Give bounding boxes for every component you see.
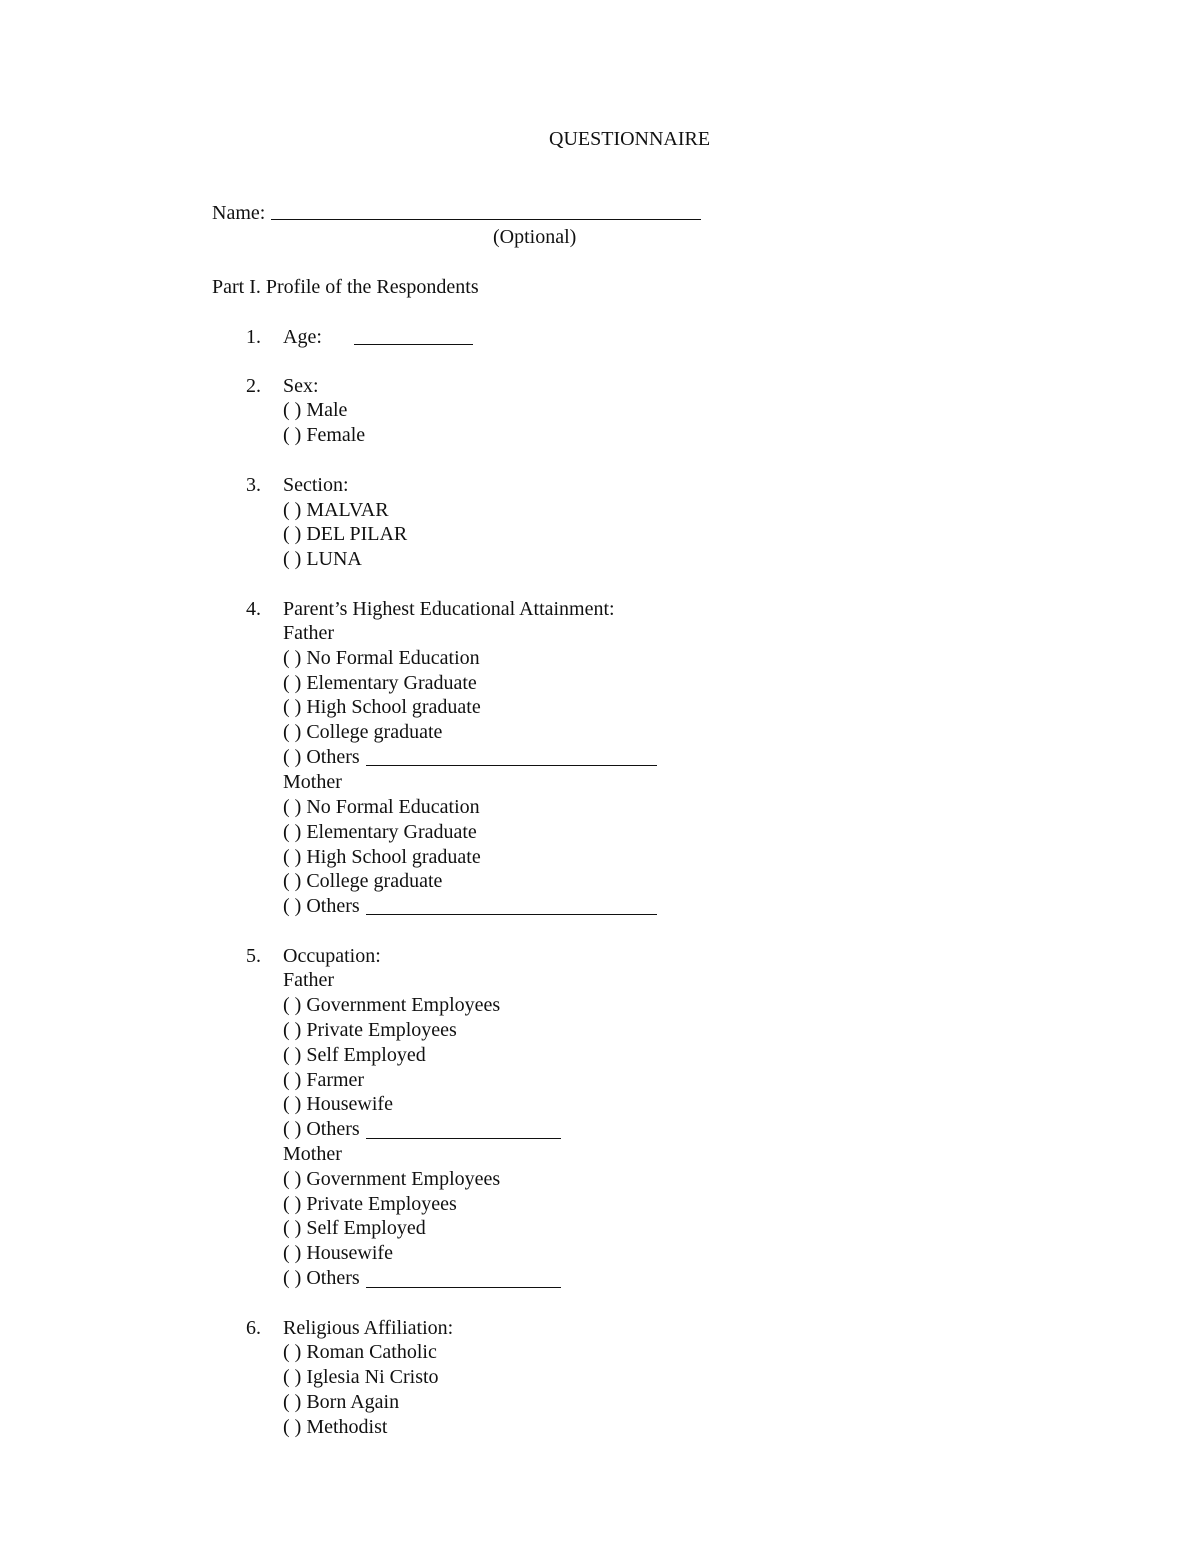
q4-mother-label: Mother — [283, 771, 342, 793]
edu-father-option-highschool[interactable]: ( ) High School graduate — [283, 696, 481, 718]
q4-label: Parent’s Highest Educational Attainment: — [283, 598, 615, 620]
page-title: QUESTIONNAIRE — [549, 128, 711, 150]
edu-mother-others-field[interactable] — [366, 914, 657, 915]
q5-number: 5. — [246, 945, 261, 967]
edu-father-others-field[interactable] — [366, 765, 657, 766]
name-label: Name: — [212, 202, 266, 224]
q2-number: 2. — [246, 375, 261, 397]
q4-number: 4. — [246, 598, 261, 620]
occ-father-option-housewife[interactable]: ( ) Housewife — [283, 1093, 393, 1115]
q6-label: Religious Affiliation: — [283, 1317, 454, 1339]
edu-father-option-none[interactable]: ( ) No Formal Education — [283, 647, 480, 669]
q5-mother-label: Mother — [283, 1143, 342, 1165]
q3-number: 3. — [246, 474, 261, 496]
occ-father-others-field[interactable] — [366, 1138, 561, 1139]
religion-option-methodist[interactable]: ( ) Methodist — [283, 1416, 388, 1438]
edu-mother-option-elementary[interactable]: ( ) Elementary Graduate — [283, 821, 477, 843]
religion-option-born-again[interactable]: ( ) Born Again — [283, 1391, 400, 1413]
occ-mother-option-self-employed[interactable]: ( ) Self Employed — [283, 1217, 426, 1239]
religion-option-iglesia[interactable]: ( ) Iglesia Ni Cristo — [283, 1366, 439, 1388]
name-optional-note: (Optional) — [493, 226, 577, 248]
occ-mother-others-field[interactable] — [366, 1287, 561, 1288]
q6-number: 6. — [246, 1317, 261, 1339]
occ-mother-option-private[interactable]: ( ) Private Employees — [283, 1193, 457, 1215]
section-option-luna[interactable]: ( ) LUNA — [283, 548, 362, 570]
age-field[interactable] — [354, 344, 473, 345]
occ-father-option-private[interactable]: ( ) Private Employees — [283, 1019, 457, 1041]
edu-mother-option-none[interactable]: ( ) No Formal Education — [283, 796, 480, 818]
occ-father-option-self-employed[interactable]: ( ) Self Employed — [283, 1044, 426, 1066]
sex-option-female[interactable]: ( ) Female — [283, 424, 366, 446]
q1-number: 1. — [246, 326, 261, 348]
occ-mother-option-housewife[interactable]: ( ) Housewife — [283, 1242, 393, 1264]
part1-heading: Part I. Profile of the Respondents — [212, 276, 479, 298]
occ-mother-option-others[interactable]: ( ) Others — [283, 1267, 360, 1289]
q4-father-label: Father — [283, 622, 335, 644]
section-option-del-pilar[interactable]: ( ) DEL PILAR — [283, 523, 408, 545]
q3-label: Section: — [283, 474, 349, 496]
q5-father-label: Father — [283, 969, 335, 991]
edu-father-option-college[interactable]: ( ) College graduate — [283, 721, 443, 743]
q5-label: Occupation: — [283, 945, 381, 967]
occ-father-option-farmer[interactable]: ( ) Farmer — [283, 1069, 365, 1091]
q1-label: Age: — [283, 326, 322, 348]
edu-mother-option-college[interactable]: ( ) College graduate — [283, 870, 443, 892]
q2-label: Sex: — [283, 375, 319, 397]
occ-father-option-others[interactable]: ( ) Others — [283, 1118, 360, 1140]
occ-mother-option-government[interactable]: ( ) Government Employees — [283, 1168, 501, 1190]
name-field[interactable] — [271, 219, 701, 220]
sex-option-male[interactable]: ( ) Male — [283, 399, 348, 421]
edu-father-option-elementary[interactable]: ( ) Elementary Graduate — [283, 672, 477, 694]
edu-father-option-others[interactable]: ( ) Others — [283, 746, 360, 768]
edu-mother-option-highschool[interactable]: ( ) High School graduate — [283, 846, 481, 868]
religion-option-roman-catholic[interactable]: ( ) Roman Catholic — [283, 1341, 437, 1363]
section-option-malvar[interactable]: ( ) MALVAR — [283, 499, 389, 521]
occ-father-option-government[interactable]: ( ) Government Employees — [283, 994, 501, 1016]
edu-mother-option-others[interactable]: ( ) Others — [283, 895, 360, 917]
